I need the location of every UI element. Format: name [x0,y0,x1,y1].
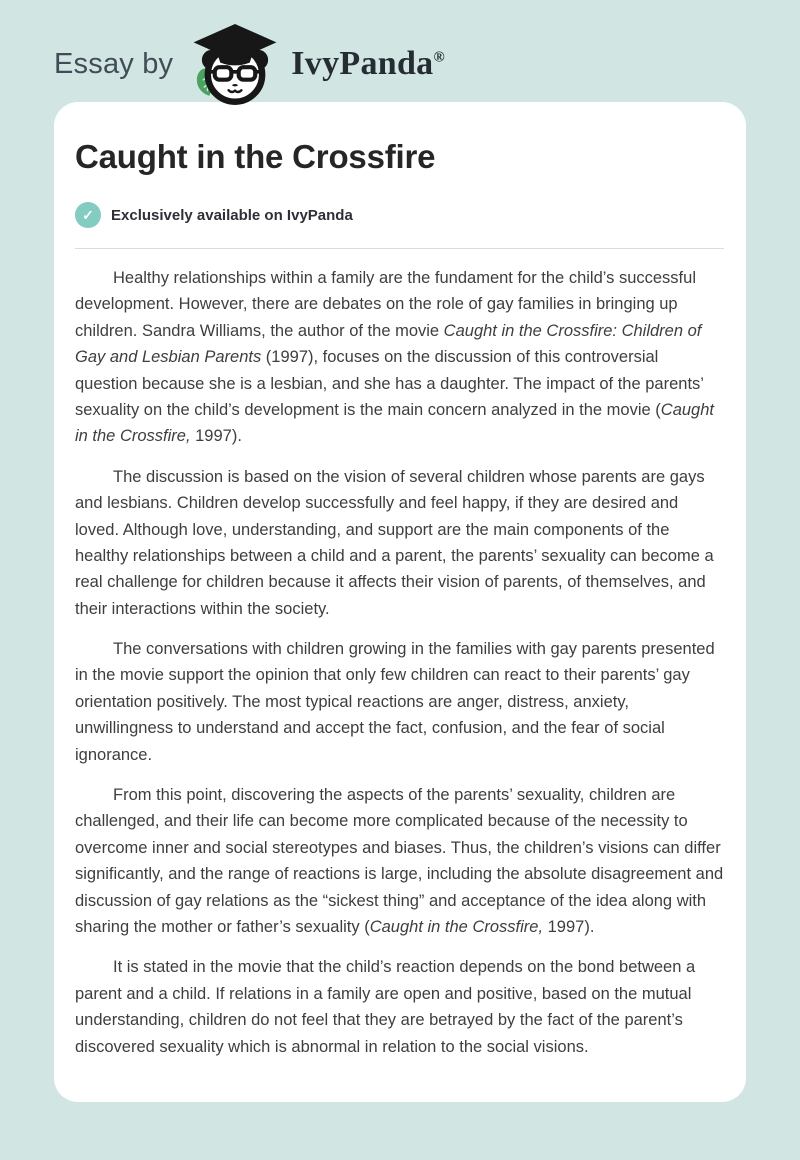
essay-body [75,265,724,1060]
panda-graduate-icon [189,21,291,107]
ivypanda-logo[interactable] [189,21,445,107]
essay-by-label: Essay by [54,47,174,80]
exclusive-badge-label: Exclusively available on IvyPanda [111,206,353,224]
registered-mark: ® [433,49,445,66]
page-title: Caught in the Crossfire [75,138,436,175]
exclusive-badge [75,202,724,228]
essay-paragraph: The discussion is based on the vision of several children whose parents are gays and lesbians. Children develop successfully and feel happy, if they are desired and loved. Although love, understanding, and support are the main components of the healthy relationships between a child and a parent, the parents’ sexuality can become a real challenge for children because it affects their vision of parents, of themselves, and their interactions within the society. [75,467,714,618]
essay-paragraph: Healthy relationships within a family are the fundament for the child’s successful development. However, there are debates on the role of gay families in bringing up children. Sandra Williams, the author of the movie Caught in the Crossfire: Children of Gay and Lesbian Parents (1997), focuses on the discussion of this controversial question because she is a lesbian, and she has a daughter. The impact of the parents’ sexuality on the child’s development is the main concern analyzed in the movie (Caught in the Crossfire, 1997). [75,269,714,446]
brand-name: IvyPanda® [291,45,445,82]
essay-paragraph: The conversations with children growing in the families with gay parents presented in the movie support the opinion that only few children can react to their parents’ gay orientation positively. The most typical reactions are anger, distress, anxiety, unwillingness to understand and accept the fact, confusion, and the fear of social ignorance. [75,640,715,764]
essay-card [54,102,746,1102]
site-header [0,0,800,98]
essay-paragraph: From this point, discovering the aspects of the parents’ sexuality, children are challenged, and their life can become more complicated because of the necessity to overcome inner and social stereotypes and biases. Thus, the children’s visions can differ significantly, and the range of reactions is large, including the absolute disagreement and discussion of gay relations as the “sickest thing” and acceptance of the idea along with sharing the mother or father’s sexuality (Caught in the Crossfire, 1997). [75,786,724,936]
essay-paragraph: It is stated in the movie that the child’s reaction depends on the bond between a parent and a child. If relations in a family are open and positive, based on the mutual understanding, children do not feel that they are betrayed by the fact of the parent’s discovered sexuality which is abnormal in relation to the social visions. [75,958,696,1056]
check-icon: ✓ [75,202,101,228]
divider [75,248,724,249]
